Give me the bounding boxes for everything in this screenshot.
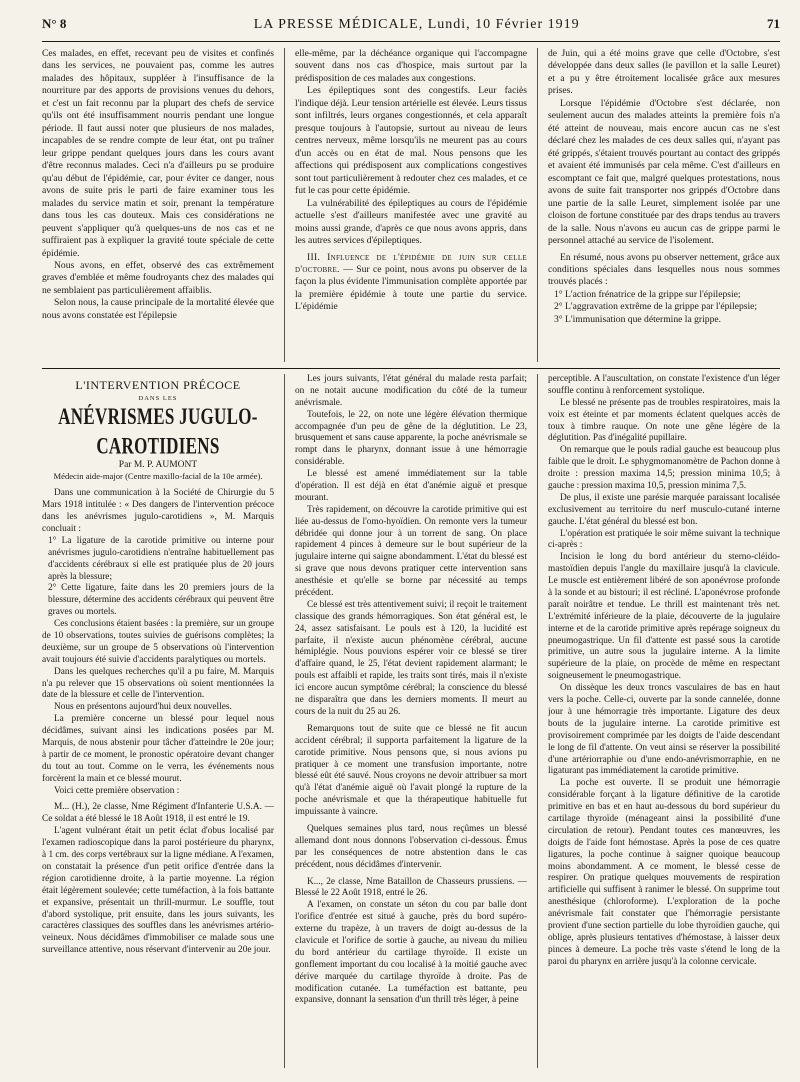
continued-article: [42, 48, 780, 362]
paragraph: De plus, il existe une parésie marquée paraissant localisée exclusivement au territoire du nerf musculo-cutané interne gauche. L'état général du blessé est bon.: [548, 492, 780, 527]
paragraph: La première concerne un blessé pour lequel nous décidâmes, suivant ainsi les indications posées par M. Marquis, de nous abstenir pour tâcher d'atteindre le 20e jour; à partir de ce moment, le pronostic opératoire devant changer du tout au tout. Comme on le verra, les événements nous forcèrent la main et ce blessé mourut.: [42, 714, 274, 784]
article-byline: Par M. P. AUMONT: [118, 460, 198, 471]
paragraph: Incision le long du bord antérieur du sterno-cléido-mastoïdien depuis l'angle du maxillaire jusqu'à la clavicule. Le muscle est entièrement libéré de son aponévrose profonde à la sonde et au bistouri; il est récliné. L'aponévrose profonde paraît noirâtre et tendue. Le thrill est maintenant très net. L'extrémité inférieure de la plaie, découverte de la jugulaire interne et de la carotide primitive après repérage soigneux du pneumogastrique. Un fil d'attente est passé sous la carotide primitive, un autre sous la jugulaire interne. A la limite supérieure de la plaie, on procède de même en respectant soigneusement le pneumogastrique.: [548, 552, 780, 682]
paragraph: La vulnérabilité des épileptiques au cours de l'épidémie actuelle s'est d'ailleurs manifestée avec une gravité au moins aussi grande, d'après ce que nous avons appris, dans les autres services d'épileptiques.: [295, 197, 527, 247]
issue-number: N° 8: [42, 16, 67, 31]
conclusion-item: 1° L'action frénatrice de la grippe sur l'épilepsie;: [554, 288, 741, 300]
section-rule: [42, 368, 780, 369]
section-heading: III. Influence de l'épidémie de juin sur celle d'octobre.: [295, 251, 527, 275]
article-title: ANÉVRISMES JUGULO-CAROTIDIENS: [58, 403, 258, 459]
article-anevrismes: [42, 374, 780, 1068]
article-connector: DANS LES: [138, 395, 178, 403]
paragraph: Ces conclusions étaient basées : la première, sur un groupe de 10 observations, toutes suivies de guérisons complètes; la deuxième, sur un groupe de 5 observations où l'intervention avait toujours été suivie d'accidents paralytiques ou mortels.: [42, 619, 274, 665]
journal-masthead: LA PRESSE MÉDICALE, Lundi, 10 Février 1919: [253, 17, 580, 32]
column-rule: [537, 48, 538, 362]
paragraph: On dissèque les deux troncs vasculaires de bas en haut vers la poche. Celle-ci, ouverte par la sonde cannelée, donne jour à une hémorragie très importante. Ligature des deux bouts de la jugulaire interne. La carotide primitive est provisoirement comprimée par les doigts de l'aide descendant le long de fil d'attente. On veut ainsi se réserver la possibilité d'une artériorraphie ou d'une endo-anévrismorraphie, en ne ligaturant pas immédiatement la carotide primitive.: [548, 683, 780, 777]
paragraph: Lorsque l'épidémie d'Octobre s'est déclarée, non seulement aucun des malades atteints la première fois n'a été atteint de nouveau, mais encore aucun cas ne s'est déclaré chez les malades de ces deux salles qui, n'ayant pas été grippés, s'étaient trouvés pourtant au contact des grippés et avaient été immunisés par cela même. C'est d'ailleurs en escomptant ce fait que, malgré quelques protestations, nous avons de suite fait transporter nos grippés d'Octobre dans une partie de la salle Leuret, simplement isolée par une cloison de fortune constituée par des draps tendus au travers de la salle. Nous n'avons eu aucun cas de grippe parmi le personnel attaché au service de l'isolement.: [548, 97, 780, 247]
paragraph: elle-même, par la déchéance organique qui l'accompagne souvent dans nos cas d'hospice, mais surtout par la prédisposition de ces malades aux congestions.: [295, 48, 527, 84]
section-text: — Sur ce point, nous avons pu observer de la façon la plus évidente l'immunisation complète apportée par la première épidémie à toute une partie du service. L'épidémie: [295, 263, 527, 313]
conclusion-item: 2° Cette ligature, faite dans les 20 premiers jours de la blessure, détermine des accidents cérébraux qui peuvent être graves ou mortels.: [48, 583, 274, 618]
column-rule: [284, 374, 285, 1068]
paragraph: Dans les quelques recherches qu'il a pu faire, M. Marquis n'a pu relever que 15 observations où soient mentionnées la date de la blessure et celle de l'intervention.: [42, 666, 274, 701]
top-column-1: [42, 48, 274, 362]
paragraph: Dans une communication à la Société de Chirurgie du 5 Mars 1918 intitulée : « Des dangers de l'intervention précoce dans les anévrismes jugulo-carotidiens », M. Marquis concluait :: [42, 488, 274, 534]
article-column-2: [295, 374, 527, 1068]
observation-header: K..., 2e classe, Nme Bataillon de Chasseurs prussiens. — Blessé le 22 Août 1918, entré le 26.: [295, 876, 527, 899]
column-rule: [537, 374, 538, 1068]
paragraph: Remarquons tout de suite que ce blessé ne fit aucun accident cérébral; il supporta parfaitement la ligature de la carotide primitive. Nous pensons que, si nous avions pu pratiquer à ce moment une transfusion importante, notre blessé eût été sauvé. Nous croyons ne devoir attribuer sa mort qu'à l'état d'anémie aiguë où l'avait plongé la rupture de la poche anévrismale et que la thérapeutique habituelle fut impuissante à vaincre.: [295, 723, 527, 818]
header-rule: [42, 41, 780, 42]
paragraph: L'opération est pratiquée le soir même suivant la technique ci-après :: [548, 528, 780, 551]
paragraph: L'agent vulnérant était un petit éclat d'obus localisé par l'examen radioscopique dans la paroi postérieure du pharynx, à 1 cm. des corps vertébraux sur la ligne médiane. A l'examen, on constatait la présence d'un petit orifice d'entrée dans la région carotidienne droite, à la partie moyenne. La région était légèrement soulevée; cette tuméfaction, à la fois battante et expansive, présentait un thrill-murmur. Le souffle, tout d'abord systolique, prit ensuite, dans les jours suivants, les caractères classiques des souffles dans les anévrismes artério-veineux. Nous décidâmes d'immobiliser ce malade sous une surveillance attentive, nous réservant d'intervenir au 20e jour.: [42, 826, 274, 956]
page-number: 71: [766, 16, 780, 31]
paragraph: perceptible. A l'auscultation, on constate l'existence d'un léger souffle continu à renforcement systolique.: [548, 374, 780, 396]
article-column-3: [548, 374, 780, 1068]
paragraph: Voici cette première observation :: [54, 785, 180, 796]
article-heading: [42, 378, 274, 482]
paragraph: Toutefois, le 22, on note une légère élévation thermique accompagnée d'un peu de gêne de la déglutition. Le 23, brusquement et sans cause apparente, la poche anévrismale se rompt dans le pharynx, donnant issue à une hémorragie considérable.: [295, 409, 527, 468]
paragraph: Ce blessé est très attentivement suivi; il reçoit le traitement classique des grands hémorragiques. Son état général est, le 24, assez satisfaisant. Le pouls est à 120, la lucidité est parfaite, il n'existe aucun phénomène cérébral, aucune hémiplégie. Nous pouvions espérer voir ce blessé se tirer d'affaire quand, le 25, l'état devient rapidement alarmant; le pouls est affaibli et rapide, les traits sont tirés, mais il n'existe ici encore aucun symptôme cérébral; la conscience du blessé ne disparaîtra que dans les derniers moments. Il meurt au cours de la nuit du 25 au 26.: [295, 599, 527, 717]
paragraph: En résumé, nous avons pu observer nettement, grâce aux conditions spéciales dans lesquelles nous nous sommes trouvés placés :: [548, 251, 780, 288]
paragraph: Nous avons, en effet, observé des cas extrêmement graves d'emblée et même foudroyants chez des malades qui ne semblaient pas particulièrement affaiblis.: [42, 259, 274, 296]
paragraph: Très rapidement, on découvre la carotide primitive qui est liée au-dessus de l'omo-hyoïdien. On remonte vers la tumeur débridée qui donne jour à un torrent de sang. On place rapidement 4 pinces à demeure sur le bout supérieur de la jugulaire interne qui saigne abondamment. L'état du blessé est si grave que nous devons pratiquer cette intervention sans anesthésie et qu'elle se borne par nécessité au temps précédent.: [295, 504, 527, 599]
paragraph: Les épileptiques sont des congestifs. Leur faciès l'indique déjà. Leur tension artérielle est élevée. Leurs tissus sont infiltrés, leurs organes congestionnés, et cela apparaît presque toujours à l'autopsie, surtout au niveau de leurs centres nerveux, même lorsqu'ils ne meurent pas au cours d'un accès ou en état de mal. Nous pensons que les affections qui prédisposent aux complications congestives sont tout particulièrement à redouter chez ces malades, et ce fut le cas pour cette épidémie.: [295, 85, 527, 197]
top-column-3: [548, 48, 780, 362]
paragraph: On remarque que le pouls radial gauche est beaucoup plus faible que le droit. Le sphygmomanomètre de Pachon donne à droite : pression maxima 14,5; pression minima 10,5; à gauche : pression maxima 10,5, pression minima 7,5.: [548, 445, 780, 492]
column-rule: [284, 48, 285, 362]
section-paragraph: [295, 252, 527, 314]
conclusion-item: 3° L'immunisation que détermine la grippe.: [554, 313, 722, 325]
top-column-2: [295, 48, 527, 362]
paragraph: A l'examen, on constate un séton du cou par balle dont l'orifice d'entrée est situé à gauche, près du bord supéro-externe du trapèze, à un travers de doigt au-dessus de la clavicule et l'orifice de sortie à gauche, au niveau du milieu du bord antérieur du cartilage thyroïde. Il existe un gonflement important du cou localisé à la moitié gauche avec dérive marquée du cartilage thyroïde à droite. Pas de modification cutanée. La tuméfaction est battante, peu expansive, donnant la sensation d'un thrill très léger, à peine: [295, 900, 527, 1006]
conclusion-item: 2° L'aggravation extrême de la grippe par l'épilepsie;: [554, 301, 758, 313]
conclusion-item: 1° La ligature de la carotide primitive ou interne pour anévrismes jugulo-carotidiens n'entraîne habituellement pas d'accidents cérébraux si elle est pratiquée plus de 20 jours après la blessure;: [48, 535, 274, 582]
article-kicker: L'INTERVENTION PRÉCOCE: [75, 378, 241, 392]
author-affiliation: Médecin aide-major (Centre maxillo-facial de la 10e armée).: [53, 471, 263, 482]
paragraph: Selon nous, la cause principale de la mortalité élevée que nous avons constatée est l'épilepsie: [42, 297, 274, 321]
paragraph: La poche est ouverte. Il se produit une hémorragie considérable forçant à la ligature définitive de la carotide primitive en bas et en haut au-dessous du bord supérieur du cartilage thyroïde (ménageant ainsi la possibilité d'une circulation de retour). Pendant toutes ces manœuvres, les doigts de l'aide font hémostase. Après la pose de ces quatre ligatures, la poche continue à saigner quoique beaucoup moins abondamment. A ce moment, le blessé cesse de respirer. On pratique quelques mouvements de respiration artificielle qui suffisent à ranimer le blessé. On supprime tout anesthésique (chloroforme). L'exploration de la poche anévrismale fait constater que l'hémorragie persistante provient d'une section partielle du lobe thyroïdien gauche, qui oblige, après plusieurs tentatives d'hémostase, à laisser deux pinces à demeure. La poche très vaste s'étend le long de la paroi du pharynx en arrière jusqu'à la colonne cervicale.: [548, 778, 780, 967]
page-header: [42, 16, 780, 38]
paragraph: Quelques semaines plus tard, nous reçûmes un blessé allemand dont nous donnons l'observation ci-dessous. Émus par les conséquences de notre abstention dans le cas précédent, nous décidâmes d'intervenir.: [295, 823, 527, 870]
paragraph: Les jours suivants, l'état général du malade resta parfait; on ne notait aucune modification du côté de la tumeur anévrismale.: [295, 374, 527, 408]
paragraph: Ces malades, en effet, recevant peu de visites et confinés dans les services, ne pouvaient pas, comme les autres malades des hôpitaux, suppléer à l'insuffisance de la nourriture par des apports de provisions venues du dehors, et c'est un fait reconnu par la plupart des chefs de service qu'ils ont été insuffisamment nourris pendant une longue période. Il faut aussi noter que plusieurs de nos malades, incapables de se rendre compte de leur état, ont pu traîner leur grippe pendant quelques jours dans les cours avant d'être reconnus malades. Ceci n'a d'ailleurs pu se produire qu'au début de l'épidémie, car, pour éviter ce danger, nous avons de suite pris le parti de faire examiner tous les malades du service matin et soir, prenant la température dans tous les cas douteux. Mais ces considérations ne peuvent s'appliquer qu'à quelques-uns de nos cas et ne suffiraient pas à expliquer la gravité toute spéciale de cette épidémie.: [42, 48, 274, 259]
paragraph: de Juin, qui a été moins grave que celle d'Octobre, s'est développée dans deux salles (le pavillon et la salle Leuret) et a pu y être étroitement localisée grâce aux mesures prises.: [548, 48, 780, 97]
paragraph: Le blessé ne présente pas de troubles respiratoires, mais la voix est éteinte et par moments éclatent quelques accès de toux à timbre rauque. On note une gêne légère de la déglutition. Pas d'inégalité pupillaire.: [548, 397, 780, 444]
observation-header: M... (H.), 2e classe, Nme Régiment d'Infanterie U.S.A. — Ce soldat a été blessé le 18 Août 1918, il est entré le 19.: [42, 802, 274, 825]
paragraph: Le blessé est amené immédiatement sur la table d'opération. Il est déjà en état d'anémie aiguë et presque mourant.: [295, 469, 527, 503]
paragraph: Nous en présentons aujourd'hui deux nouvelles.: [54, 702, 232, 713]
article-column-1: [42, 374, 274, 1068]
